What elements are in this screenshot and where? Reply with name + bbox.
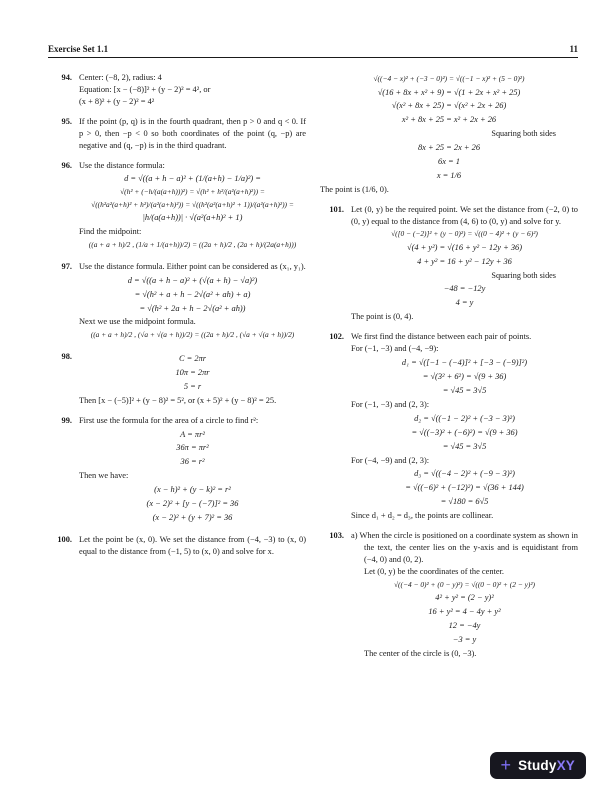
math-line: 4 + y² = 16 + y² − 12y + 36 — [417, 256, 512, 266]
problem-body — [79, 351, 306, 407]
math-line: √(h² + (−h/(a(a+h)))²) = √(h² + h²/(a²(a+h)²)) = — [120, 187, 265, 197]
problem-number: 103. — [329, 531, 344, 541]
math-line: √(4 + y²) = √(16 + y² − 12y + 36) — [406, 242, 523, 252]
problem-body — [79, 160, 306, 253]
problem — [320, 331, 578, 522]
problem-number: 95. — [61, 116, 72, 126]
math-line: √(16 + 8x + x² + 9) = √(1 + 2x + x² + 25) — [377, 87, 521, 97]
text-line: The point is (1/6, 0). — [320, 184, 389, 194]
text-line: Next we use the midpoint formula. — [79, 317, 196, 327]
text-line: Then [x − (−5)]² + (y − 8)² = 5², or (x + 5)² + (y − 8)² = 25. — [79, 395, 277, 405]
text-line: Let (0, y) be the required point. We set the distance from (−2, 0) to (0, y) equal to the distance from (4, 6) to (0, y) and solve for y. — [351, 204, 578, 226]
math-line: (x − 2)² + (y + 7)² = 36 — [152, 513, 233, 523]
text-line: The center of the circle is (0, −3). — [364, 649, 477, 659]
problem-body — [79, 72, 306, 108]
problem-body — [79, 116, 306, 152]
problem — [320, 530, 578, 660]
math-line: d₁ = √([−1 − (−4)]² + [−3 − (−9)]²) — [401, 358, 528, 368]
content-columns — [48, 72, 578, 668]
problem-body — [320, 72, 578, 196]
math-line: d₂ = √((−1 − 2)² + (−3 − 3)²) — [414, 413, 515, 423]
text-line: Let the point be (x, 0). We set the distance from (−4, −3) to (x, 0) equal to the distance from (−1, 5) to (x, 0) and solve for x. — [79, 534, 306, 556]
text-line: Use the distance formula. Either point can be considered as (x₁, y₁). — [79, 261, 306, 271]
math-line: √([0 − (−2)]² + (y − 0)²) = √((0 − 4)² + (y − 6)²) — [391, 229, 538, 239]
page-title: Exercise Set 1.1 — [48, 44, 109, 54]
text-line: Squaring both sides — [491, 270, 556, 280]
math-line: 6x = 1 — [438, 156, 460, 166]
text-line: Squaring both sides — [491, 129, 556, 139]
right-column — [320, 72, 578, 668]
problem-body — [351, 530, 578, 660]
text-line: For (−4, −9) and (2, 3): — [351, 455, 430, 465]
problem-number: 97. — [61, 261, 72, 271]
math-line: ((a + a + h)/2 , (1/a + 1/(a+h))/2) = ((2a + h)/2 , (2a + h)/(2a(a+h))) — [88, 240, 297, 250]
math-line: = √((−3)² + (−6)²) = √(9 + 36) — [411, 427, 518, 437]
problem-number: 96. — [61, 160, 72, 170]
math-line: A = πr² — [180, 429, 205, 439]
text-line: Then we have: — [79, 471, 129, 481]
math-line: 8x + 25 = 2x + 26 — [417, 142, 481, 152]
page-number: 11 — [569, 44, 578, 54]
math-line: (x − 2)² + [y − (−7)]² = 36 — [146, 499, 239, 509]
math-line: = √((−6)² + (−12)²) = √(36 + 144) — [405, 483, 524, 493]
math-line: d₃ = √((−4 − 2)² + (−9 − 3)²) — [414, 469, 515, 479]
problem — [48, 160, 306, 253]
text-line: a) When the circle is positioned on a coordinate system as shown in the text, the center lies on the y-axis and is equidistant from (−4, 0) and (0, 2). — [351, 531, 578, 564]
plus-icon: + — [500, 754, 512, 775]
math-line: 12 = −4y — [448, 621, 481, 631]
problem-body — [351, 204, 578, 324]
math-line: √((−4 − x)² + (−3 − 0)²) = √((−1 − x)² + (5 − 0)²) — [373, 74, 525, 83]
math-line: √((−4 − 0)² + (0 − y)²) = √((0 − 0)² + (2 − y)²) — [393, 579, 535, 589]
math-line: 5 = r — [183, 381, 202, 391]
math-line: 36 = r² — [180, 457, 205, 467]
text-line: We first find the distance between each pair of points. — [351, 332, 532, 342]
math-line: x² + 8x + 25 = x² + 2x + 26 — [401, 115, 497, 125]
math-line: = √45 = 3√5 — [442, 385, 487, 395]
math-line: = √45 = 3√5 — [442, 441, 487, 451]
math-line: C = 2πr — [178, 353, 207, 363]
problem-number: 101. — [329, 204, 344, 214]
math-line: 36π = πr² — [176, 443, 209, 453]
math-line: −3 = y — [452, 635, 477, 645]
math-line: x = 1/6 — [436, 170, 462, 180]
text-line: Let (0, y) be the coordinates of the center. — [364, 566, 504, 576]
problem — [320, 204, 578, 324]
studyxy-logo — [490, 752, 586, 779]
page-header — [48, 44, 578, 58]
problem — [48, 72, 306, 108]
problem — [48, 415, 306, 526]
problem — [48, 534, 306, 558]
math-line: |h/(a(a+h))| · √(a²(a+h)² + 1) — [142, 213, 243, 223]
problem-body — [79, 415, 306, 526]
math-line: d = √((a + h − a)² + (1/(a+h) − 1/a)²) = — [124, 174, 261, 184]
logo-text-primary: Study — [518, 758, 557, 773]
logo-text — [518, 758, 575, 773]
math-line: (x − h)² + (y − k)² = r² — [154, 485, 231, 495]
left-column — [48, 72, 306, 668]
math-line: = √180 = 6√5 — [440, 497, 489, 507]
math-line: 4² + y² = (2 − y)² — [435, 593, 494, 603]
text-line: Find the midpoint: — [79, 227, 142, 237]
problem — [48, 351, 306, 407]
problem-number: 100. — [57, 534, 72, 544]
problem-number: 98. — [61, 351, 72, 361]
text-line: For (−1, −3) and (2, 3): — [351, 399, 430, 409]
math-line: = √(h² + a + h − 2√(a² + ah) + a) — [134, 289, 251, 299]
math-line: 16 + y² = 4 − 4y + y² — [428, 607, 501, 617]
problem-number: 102. — [329, 332, 344, 342]
math-line: −48 = −12y — [443, 284, 486, 294]
text-line: For (−1, −3) and (−4, −9): — [351, 344, 439, 354]
problem — [48, 116, 306, 152]
math-line: 4 = y — [455, 298, 474, 308]
text-line: (x + 8)² + (y − 2)² = 4² — [79, 96, 155, 106]
text-line: Since d₁ + d₂ = d₃, the points are collinear. — [351, 511, 494, 521]
problem-number: 99. — [61, 415, 72, 425]
math-line: d = √((a + h − a)² + (√(a + h) − √a)²) — [127, 275, 258, 285]
text-line: Equation: [x − (−8)]² + (y − 2)² = 4², or — [79, 84, 211, 94]
text-line: Center: (−8, 2), radius: 4 — [79, 73, 162, 82]
text-line: If the point (p, q) is in the fourth quadrant, then p > 0 and q < 0. If p > 0, then −p < 0 so both coordinates of the point (q, −p) are negative and (q, −p) is in the third quadrant. — [79, 116, 306, 150]
math-line: = √(3² + 6²) = √(9 + 36) — [422, 371, 507, 381]
logo-text-accent: XY — [556, 758, 575, 773]
math-line: 10π = 2πr — [175, 367, 210, 377]
math-line: = √(h² + 2a + h − 2√(a² + ah)) — [139, 303, 246, 313]
text-line: The point is (0, 4). — [351, 312, 414, 322]
text-line: First use the formula for the area of a circle to find r²: — [79, 415, 259, 425]
problem — [48, 261, 306, 343]
problem-body — [79, 261, 306, 343]
text-line: Use the distance formula: — [79, 160, 165, 170]
problem-body — [351, 331, 578, 522]
math-line: √(x² + 8x + 25) = √(x² + 2x + 26) — [391, 101, 507, 111]
math-line: √((h²a²(a+h)² + h²)/(a²(a+h)²)) = √((h²(a²(a+h)² + 1))/(a²(a+h)²)) = — [91, 199, 294, 209]
problem — [320, 72, 578, 196]
problem-number: 94. — [61, 73, 72, 82]
problem-body — [79, 534, 306, 558]
math-line: ((a + a + h)/2 , (√a + √(a + h))/2) = ((2a + h)/2 , (√a + √(a + h))/2) — [90, 330, 295, 340]
